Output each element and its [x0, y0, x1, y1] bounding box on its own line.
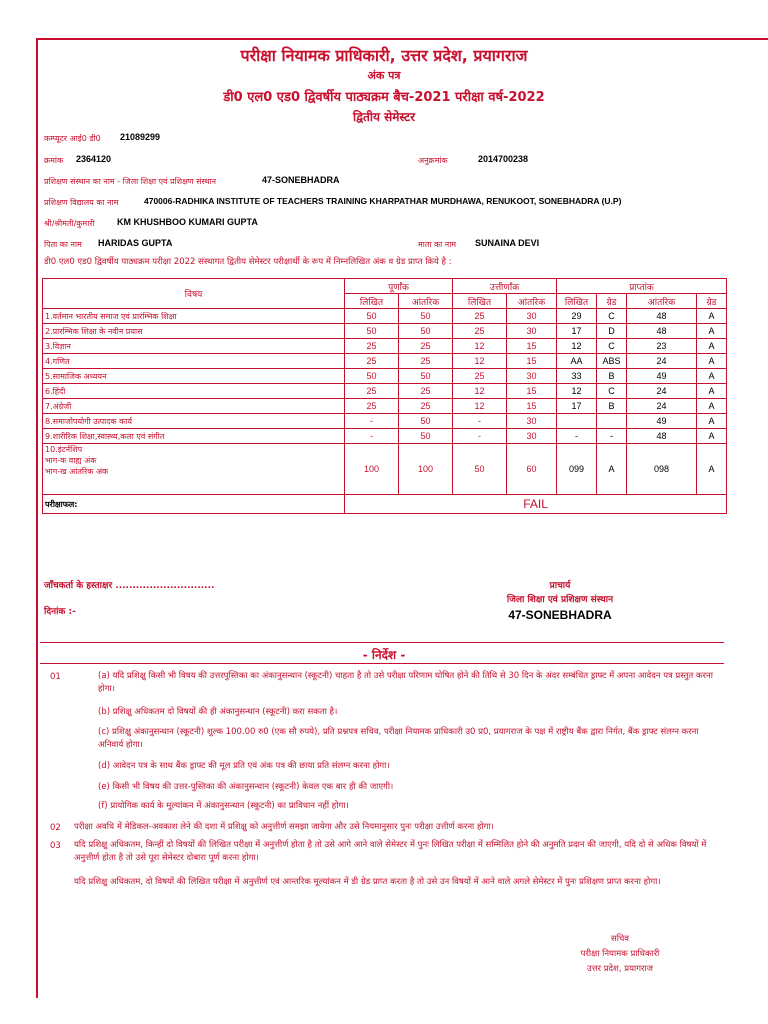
marks-cell: A	[697, 309, 727, 324]
marks-cell: 25	[399, 354, 453, 369]
father-label: पिता का नाम	[44, 240, 82, 249]
subject-name: 5.सामाजिक अध्ययन	[43, 369, 345, 384]
divider	[40, 642, 724, 643]
marks-cell: ABS	[597, 354, 627, 369]
instructions-title: - निर्देश -	[362, 648, 406, 662]
doc-type: अंक पत्र	[367, 69, 401, 82]
marks-cell: 50	[345, 369, 399, 384]
header-internal: आंतरिक	[627, 294, 697, 309]
marks-cell: -	[345, 414, 399, 429]
instruction-f: (f) प्रायोगिक कार्य के मूल्यांकन में अंकानुसन्धान (स्कूटनी) का प्राविधान नहीं होगा।	[98, 801, 349, 811]
marks-cell: 50	[399, 429, 453, 444]
marks-cell: 15	[507, 399, 557, 414]
principal-code: 47-SONEBHADRA	[508, 608, 612, 622]
table-row	[43, 399, 727, 414]
subject-name: 9.शारीरिक शिक्षा,स्वास्थ्य,कला एवं संगीत	[43, 429, 345, 444]
marks-cell: 48	[627, 324, 697, 339]
marks-cell: 50	[399, 414, 453, 429]
header-grade: ग्रेड	[697, 294, 727, 309]
father-name: HARIDAS GUPTA	[98, 238, 173, 248]
internship-line3: भाग-ख आंतरिक अंक	[45, 467, 109, 476]
institute-name: 47-SONEBHADRA	[262, 175, 340, 185]
table-row	[43, 309, 727, 324]
marks-cell: 15	[507, 339, 557, 354]
marks-cell: 50	[345, 324, 399, 339]
marks-cell: 30	[507, 324, 557, 339]
header-written: लिखित	[345, 294, 399, 309]
internship-value: 60	[507, 444, 557, 495]
subject-name: 8.समाजोपयोगी उत्पादक कार्य	[43, 414, 345, 429]
instruction-2: परीक्षा अवधि में मेडिकल-अवकाश लेने की दशा में प्रशिक्षु को अनुत्तीर्ण समझा जायेगा और उसे नियमानुसार पुनः परीक्षा उत्तीर्ण करना होगा।	[74, 822, 494, 832]
marks-cell: B	[597, 369, 627, 384]
marks-cell: 15	[507, 384, 557, 399]
marks-cell: 24	[627, 384, 697, 399]
internship-value: 100	[399, 444, 453, 495]
header-written: लिखित	[453, 294, 507, 309]
marks-cell: 24	[627, 399, 697, 414]
marks-cell: 50	[399, 369, 453, 384]
header-pass-marks: उत्तीर्णांक	[453, 279, 557, 294]
marks-cell: 12	[557, 384, 597, 399]
header-full-marks: पूर्णांक	[345, 279, 453, 294]
marks-cell: 25	[399, 399, 453, 414]
marks-cell: 17	[557, 399, 597, 414]
serial-label: क्रमांक	[44, 156, 64, 165]
marks-cell	[597, 414, 627, 429]
subject-name: 6.हिंदी	[43, 384, 345, 399]
marks-cell: 49	[627, 414, 697, 429]
header-internal: आंतरिक	[507, 294, 557, 309]
header-obtained: प्राप्तांक	[557, 279, 727, 294]
marks-cell: A	[697, 384, 727, 399]
serial-number: 2364120	[76, 154, 112, 164]
result-label: परीक्षाफल:	[43, 495, 345, 514]
roll-number: 2014700238	[478, 154, 529, 164]
instruction-a: (a) यदि प्रशिक्षु किसी भी विषय की उत्तरपुस्तिका का अंकानुसन्धान (स्कूटनी) चाहता है तो उसे परीक्षा परिणाम घोषित होने की तिथि से 30 दिन के अंदर सम्बंधित ड्राफ्ट में अपना आवेदन पत्र प्रस्तुत करना होगा।	[98, 671, 713, 694]
mother-label: माता का नाम	[418, 240, 457, 249]
marks-cell: 30	[507, 369, 557, 384]
marks-cell: 50	[399, 309, 453, 324]
header-subject: विषय	[43, 279, 345, 309]
table-row	[43, 324, 727, 339]
marks-cell: A	[697, 414, 727, 429]
internship-value: A	[597, 444, 627, 495]
marks-cell: 23	[627, 339, 697, 354]
marks-cell: 49	[627, 369, 697, 384]
marks-cell: 50	[399, 324, 453, 339]
internship-value: 50	[453, 444, 507, 495]
marks-cell: 12	[453, 339, 507, 354]
marks-cell: -	[345, 429, 399, 444]
marks-cell: C	[597, 309, 627, 324]
statement: डी0 एल0 एड0 द्विवर्षीय पाठ्यक्रम परीक्षा 2022 संस्थागत द्वितीय सेमेस्टर परीक्षार्थी के रूप में निम्नलिखित अंक व ग्रेड प्राप्त किये है :	[44, 257, 452, 267]
table-row	[43, 384, 727, 399]
marks-cell: 24	[627, 354, 697, 369]
college-name: 470006-RADHIKA INSTITUTE OF TEACHERS TRAINING KHARPATHAR MURDHAWA, RENUKOOT, SONEBHADRA (U.P)	[144, 196, 622, 206]
computer-id: 21089299	[120, 132, 161, 142]
instruction-c: (c) प्रशिक्षु अंकानुसन्धान (स्कूटनी) शुल्क 100.00 रु0 (एक सौ रुपये), प्रति प्रश्नपत्र सचिव, परीक्षा नियामक प्राधिकारी उ0 प्र0, प्रयागराज के पक्ष में राष्ट्रीय बैंक द्वारा निर्गत, बैंक ड्राफ्ट संलग्न करना अनिवार्य होगा।	[98, 727, 699, 750]
college-label: प्रशिक्षण विद्यालय का नाम	[44, 198, 119, 207]
marks-cell: C	[597, 339, 627, 354]
marks-cell: 29	[557, 309, 597, 324]
subject-name: 2.प्रारम्भिक शिक्षा के नवीन प्रयास	[43, 324, 345, 339]
table-row	[43, 414, 727, 429]
marks-cell: 33	[557, 369, 597, 384]
secretary-title: सचिव	[610, 934, 630, 944]
marks-cell: 48	[627, 309, 697, 324]
instruction-number: 03	[50, 841, 61, 851]
internship-value: 100	[345, 444, 399, 495]
roll-label: अनुक्रमांक	[418, 156, 448, 165]
marks-cell: 25	[399, 339, 453, 354]
marks-cell: D	[597, 324, 627, 339]
principal-title: प्राचार्य	[549, 581, 571, 591]
marks-cell: 25	[453, 369, 507, 384]
course-title: डी0 एल0 एड0 द्विवर्षीय पाठ्यक्रम बैच-2021 परीक्षा वर्ष-2022	[223, 90, 545, 105]
internship-line1: 10.इंटर्नशिप	[45, 445, 83, 454]
instruction-number: 01	[50, 672, 61, 682]
header-grade: ग्रेड	[597, 294, 627, 309]
subject-name: 7.अंग्रेजी	[43, 399, 345, 414]
marks-cell: 12	[453, 399, 507, 414]
marks-cell: -	[453, 414, 507, 429]
marks-cell: 25	[399, 384, 453, 399]
instruction-3: यदि प्रशिक्षु अधिकतम, किन्हीं दो विषयों की लिखित परीक्षा में अनुत्तीर्ण होता है तो उसे आगे आने वाले सेमेस्टर में पुनः लिखित परीक्षा में सम्मिलित होने की अनुमति प्रदान की जाएगी, यदि दो से अधिक विषयों में अनुत्तीर्ण होता है तो उसे पूरा सेमेस्टर दोबारा पूर्ण करना होगा।	[74, 840, 707, 863]
marks-cell: 25	[453, 309, 507, 324]
computer-id-label: कम्प्यूटर आई0 डी0	[44, 134, 101, 143]
table-row	[43, 429, 727, 444]
marks-cell: 17	[557, 324, 597, 339]
table-row	[43, 339, 727, 354]
subject-name: 1.वर्तमान भारतीय समाज एवं प्रारंम्भिक शिक्षा	[43, 309, 345, 324]
marks-table	[42, 278, 727, 514]
result-value: FAIL	[345, 495, 727, 514]
authority-title: परीक्षा नियामक प्राधिकारी, उत्तर प्रदेश, प्रयागराज	[240, 46, 528, 65]
marks-cell: A	[697, 399, 727, 414]
divider	[40, 663, 724, 664]
marks-cell: C	[597, 384, 627, 399]
header-written: लिखित	[557, 294, 597, 309]
marks-cell: A	[697, 369, 727, 384]
mother-name: SUNAINA DEVI	[475, 238, 540, 248]
marks-cell: -	[597, 429, 627, 444]
marks-cell: A	[697, 324, 727, 339]
name-label: श्री/श्रीमती/कुमारी	[44, 219, 95, 228]
marks-cell: 15	[507, 354, 557, 369]
semester-title: द्वितीय सेमेस्टर	[352, 110, 415, 124]
marks-cell: 25	[345, 354, 399, 369]
internship-value: 098	[627, 444, 697, 495]
date-label: दिनांक :-	[44, 607, 76, 617]
marks-cell: 12	[453, 384, 507, 399]
marks-cell: B	[597, 399, 627, 414]
table-row	[43, 369, 727, 384]
marks-cell: 25	[345, 399, 399, 414]
subject-name: 3.विज्ञान	[43, 339, 345, 354]
principal-org: जिला शिक्षा एवं प्रशिक्षण संस्थान	[506, 595, 614, 605]
subject-name: 4.गणित	[43, 354, 345, 369]
instruction-number: 02	[50, 823, 61, 833]
marks-cell: 30	[507, 309, 557, 324]
internship-cell	[43, 444, 345, 495]
marks-cell: A	[697, 339, 727, 354]
marks-cell: A	[697, 354, 727, 369]
institute-label: प्रशिक्षण संस्थान का नाम - जिला शिक्षा एवं प्रशिक्षण संस्थान	[44, 177, 217, 186]
instruction-d: (d) आवेदन पत्र के साथ बैंक ड्राफ्ट की मूल प्रति एवं अंक पत्र की छाया प्रति संलग्न करना होगा।	[98, 761, 390, 771]
marks-cell: 48	[627, 429, 697, 444]
secretary-org: परीक्षा नियामक प्राधिकारी	[580, 949, 660, 959]
marks-cell: 50	[345, 309, 399, 324]
internship-value: 099	[557, 444, 597, 495]
secretary-location: उत्तर प्रदेश, प्रयागराज	[587, 964, 653, 974]
header-internal: आंतरिक	[399, 294, 453, 309]
internship-value: A	[697, 444, 727, 495]
instruction-e: (e) किसी भी विषय की उत्तर-पुस्तिका की अंकानुसन्धान (स्कूटनी) केवल एक बार ही की जाएगी।	[98, 782, 394, 792]
instruction-4: यदि प्रशिक्षु अधिकतम, दो विषयों की लिखित परीक्षा में अनुत्तीर्ण एवं आन्तरिक मूल्यांकन में डी ग्रेड प्राप्त करता है तो उसे उन विषयों में आने वाले अगले सेमेस्टर में पुनः प्रशिक्षण प्राप्त करना होगा।	[74, 877, 661, 887]
marks-cell: 25	[453, 324, 507, 339]
student-name: KM KHUSHBOO KUMARI GUPTA	[117, 217, 258, 227]
marks-cell: 30	[507, 429, 557, 444]
marks-cell: AA	[557, 354, 597, 369]
marks-cell: A	[697, 429, 727, 444]
marks-cell: 25	[345, 384, 399, 399]
checker-signature: जाँचकर्ता के हस्ताक्षर .............................	[44, 581, 215, 591]
instruction-b: (b) प्रशिक्षु अधिकतम दो विषयों की ही अंकानुसन्धान (स्कूटनी) करा सकता है।	[98, 707, 338, 717]
marks-cell: 30	[507, 414, 557, 429]
marks-cell: 12	[453, 354, 507, 369]
internship-line2: भाग-क वाह्य अंक	[45, 456, 97, 465]
marks-cell: -	[453, 429, 507, 444]
table-row	[43, 354, 727, 369]
marks-cell: 12	[557, 339, 597, 354]
marks-cell	[557, 414, 597, 429]
marks-cell: 25	[345, 339, 399, 354]
marks-cell: -	[557, 429, 597, 444]
